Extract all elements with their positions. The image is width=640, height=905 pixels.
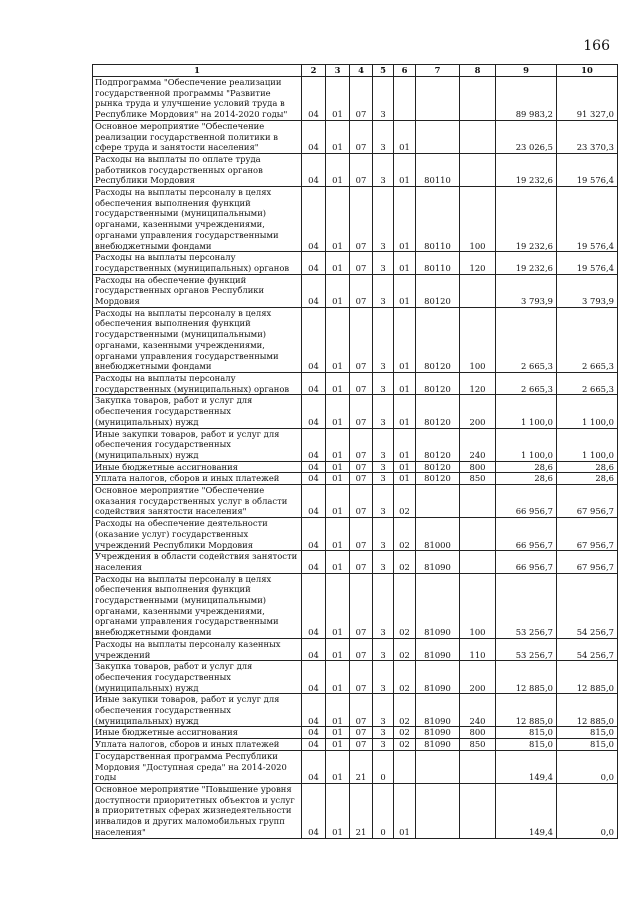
code-col6: 02 <box>394 694 416 727</box>
code-col3: 01 <box>326 485 350 518</box>
code-col8 <box>460 77 496 121</box>
code-col4: 07 <box>350 77 373 121</box>
code-col8: 240 <box>460 694 496 727</box>
amount-col10: 815,0 <box>557 727 618 739</box>
code-col6 <box>394 750 416 783</box>
code-col2: 04 <box>302 428 326 461</box>
code-col2: 04 <box>302 77 326 121</box>
code-col4: 07 <box>350 473 373 485</box>
code-col2: 04 <box>302 307 326 372</box>
amount-col9: 23 026,5 <box>496 120 557 153</box>
row-name: Расходы на выплаты персоналу государственных (муниципальных) органов <box>93 252 302 274</box>
table-row <box>93 485 618 518</box>
code-col7: 81090 <box>416 661 460 694</box>
code-col2: 04 <box>302 518 326 551</box>
code-col2: 04 <box>302 274 326 307</box>
amount-col9: 66 956,7 <box>496 518 557 551</box>
code-col5: 3 <box>373 461 394 473</box>
code-col8 <box>460 784 496 839</box>
code-col5: 3 <box>373 153 394 186</box>
amount-col10: 1 100,0 <box>557 428 618 461</box>
row-name: Основное мероприятие "Обеспечение оказания государственных услуг в области содействия занятости населения" <box>93 485 302 518</box>
code-col4: 07 <box>350 573 373 638</box>
amount-col10: 28,6 <box>557 473 618 485</box>
code-col4: 07 <box>350 395 373 428</box>
code-col4: 07 <box>350 274 373 307</box>
code-col3: 01 <box>326 739 350 751</box>
code-col7 <box>416 485 460 518</box>
amount-col9: 149,4 <box>496 784 557 839</box>
code-col7: 80120 <box>416 274 460 307</box>
amount-col10: 12 885,0 <box>557 694 618 727</box>
code-col8: 120 <box>460 372 496 394</box>
column-header: 10 <box>557 65 618 77</box>
table-row <box>93 395 618 428</box>
code-col5: 3 <box>373 551 394 573</box>
code-col7: 81090 <box>416 573 460 638</box>
code-col2: 04 <box>302 638 326 660</box>
code-col8: 100 <box>460 307 496 372</box>
amount-col9: 12 885,0 <box>496 661 557 694</box>
code-col5: 3 <box>373 307 394 372</box>
table-row <box>93 638 618 660</box>
code-col5: 3 <box>373 739 394 751</box>
code-col5: 3 <box>373 187 394 252</box>
row-name: Расходы на выплаты персоналу в целях обеспечения выполнения функций государственными (муниципальными) органами, казенными учреждениями, органами управления государственными внебюджетными фондами <box>93 187 302 252</box>
code-col8: 800 <box>460 461 496 473</box>
code-col8 <box>460 120 496 153</box>
code-col6: 01 <box>394 274 416 307</box>
code-col4: 07 <box>350 727 373 739</box>
code-col4: 07 <box>350 638 373 660</box>
code-col4: 07 <box>350 485 373 518</box>
code-col3: 01 <box>326 573 350 638</box>
row-name: Иные закупки товаров, работ и услуг для обеспечения государственных (муниципальных) нужд <box>93 428 302 461</box>
column-header: 6 <box>394 65 416 77</box>
code-col5: 3 <box>373 694 394 727</box>
code-col6: 01 <box>394 187 416 252</box>
row-name: Государственная программа Республики Мордовия "Доступная среда" на 2014-2020 годы <box>93 750 302 783</box>
table-row <box>93 784 618 839</box>
amount-col9: 28,6 <box>496 473 557 485</box>
amount-col9: 19 232,6 <box>496 187 557 252</box>
code-col5: 3 <box>373 573 394 638</box>
code-col8 <box>460 750 496 783</box>
code-col5: 3 <box>373 274 394 307</box>
code-col2: 04 <box>302 694 326 727</box>
code-col3: 01 <box>326 461 350 473</box>
code-col3: 01 <box>326 428 350 461</box>
code-col8 <box>460 274 496 307</box>
code-col5: 3 <box>373 727 394 739</box>
column-header: 1 <box>93 65 302 77</box>
code-col2: 04 <box>302 187 326 252</box>
amount-col10: 0,0 <box>557 750 618 783</box>
code-col8 <box>460 551 496 573</box>
code-col5: 3 <box>373 518 394 551</box>
code-col3: 01 <box>326 518 350 551</box>
code-col5: 3 <box>373 395 394 428</box>
code-col8: 200 <box>460 661 496 694</box>
amount-col10: 2 665,3 <box>557 372 618 394</box>
code-col5: 3 <box>373 428 394 461</box>
code-col5: 3 <box>373 638 394 660</box>
amount-col10: 2 665,3 <box>557 307 618 372</box>
code-col3: 01 <box>326 274 350 307</box>
code-col4: 07 <box>350 153 373 186</box>
row-name: Основное мероприятие "Обеспечение реализации государственной политики в сфере труда и занятости населения" <box>93 120 302 153</box>
code-col2: 04 <box>302 551 326 573</box>
amount-col10: 19 576,4 <box>557 252 618 274</box>
row-name: Основное мероприятие "Повышение уровня доступности приоритетных объектов и услуг в приоритетных сферах жизнедеятельности инвалидов и других маломобильных групп населения" <box>93 784 302 839</box>
table-row <box>93 120 618 153</box>
amount-col10: 54 256,7 <box>557 638 618 660</box>
amount-col10: 67 956,7 <box>557 518 618 551</box>
amount-col10: 23 370,3 <box>557 120 618 153</box>
code-col2: 04 <box>302 573 326 638</box>
code-col7 <box>416 750 460 783</box>
table-row <box>93 461 618 473</box>
table-row <box>93 661 618 694</box>
row-name: Иные закупки товаров, работ и услуг для обеспечения государственных (муниципальных) нужд <box>93 694 302 727</box>
code-col3: 01 <box>326 473 350 485</box>
code-col2: 04 <box>302 372 326 394</box>
amount-col9: 149,4 <box>496 750 557 783</box>
code-col6: 02 <box>394 638 416 660</box>
code-col2: 04 <box>302 739 326 751</box>
amount-col9: 2 665,3 <box>496 307 557 372</box>
code-col3: 01 <box>326 395 350 428</box>
code-col2: 04 <box>302 461 326 473</box>
code-col3: 01 <box>326 784 350 839</box>
amount-col9: 1 100,0 <box>496 428 557 461</box>
row-name: Расходы на выплаты персоналу в целях обеспечения выполнения функций государственными (муниципальными) органами, казенными учреждениями, органами управления государственными внебюджетными фондами <box>93 573 302 638</box>
code-col7: 81090 <box>416 694 460 727</box>
code-col3: 01 <box>326 750 350 783</box>
code-col2: 04 <box>302 727 326 739</box>
code-col8 <box>460 485 496 518</box>
code-col7: 80120 <box>416 307 460 372</box>
code-col4: 07 <box>350 518 373 551</box>
table-row <box>93 750 618 783</box>
code-col7: 80110 <box>416 187 460 252</box>
code-col4: 07 <box>350 739 373 751</box>
row-name: Расходы на выплаты персоналу казенных учреждений <box>93 638 302 660</box>
code-col4: 07 <box>350 428 373 461</box>
code-col6: 01 <box>394 784 416 839</box>
amount-col9: 66 956,7 <box>496 551 557 573</box>
amount-col10: 91 327,0 <box>557 77 618 121</box>
code-col2: 04 <box>302 750 326 783</box>
code-col8: 800 <box>460 727 496 739</box>
amount-col10: 67 956,7 <box>557 551 618 573</box>
code-col7 <box>416 784 460 839</box>
column-header: 3 <box>326 65 350 77</box>
table-row <box>93 551 618 573</box>
code-col2: 04 <box>302 395 326 428</box>
amount-col10: 54 256,7 <box>557 573 618 638</box>
row-name: Закупка товаров, работ и услуг для обеспечения государственных (муниципальных) нужд <box>93 395 302 428</box>
code-col3: 01 <box>326 153 350 186</box>
row-name: Расходы на выплаты персоналу в целях обеспечения выполнения функций государственными (муниципальными) органами, казенными учреждениями, органами управления государственными внебюджетными фондами <box>93 307 302 372</box>
amount-col9: 1 100,0 <box>496 395 557 428</box>
code-col8: 120 <box>460 252 496 274</box>
amount-col9: 28,6 <box>496 461 557 473</box>
code-col2: 04 <box>302 661 326 694</box>
code-col2: 04 <box>302 120 326 153</box>
code-col4: 21 <box>350 750 373 783</box>
code-col7: 80120 <box>416 428 460 461</box>
table-row <box>93 252 618 274</box>
code-col8: 100 <box>460 187 496 252</box>
code-col8: 110 <box>460 638 496 660</box>
code-col7: 81000 <box>416 518 460 551</box>
table-row <box>93 727 618 739</box>
code-col7: 81090 <box>416 551 460 573</box>
amount-col9: 12 885,0 <box>496 694 557 727</box>
row-name: Расходы на обеспечение деятельности (оказание услуг) государственных учреждений Республики Мордовия <box>93 518 302 551</box>
amount-col10: 28,6 <box>557 461 618 473</box>
code-col2: 04 <box>302 784 326 839</box>
column-header: 7 <box>416 65 460 77</box>
code-col6: 02 <box>394 551 416 573</box>
code-col4: 07 <box>350 461 373 473</box>
row-name: Закупка товаров, работ и услуг для обеспечения государственных (муниципальных) нужд <box>93 661 302 694</box>
column-header: 5 <box>373 65 394 77</box>
column-header: 9 <box>496 65 557 77</box>
code-col5: 3 <box>373 252 394 274</box>
code-col6: 01 <box>394 252 416 274</box>
code-col2: 04 <box>302 473 326 485</box>
code-col7: 81090 <box>416 727 460 739</box>
amount-col9: 19 232,6 <box>496 252 557 274</box>
code-col5: 3 <box>373 120 394 153</box>
code-col4: 07 <box>350 661 373 694</box>
code-col3: 01 <box>326 120 350 153</box>
code-col8: 100 <box>460 573 496 638</box>
amount-col9: 3 793,9 <box>496 274 557 307</box>
code-col3: 01 <box>326 252 350 274</box>
page-number: 166 <box>583 38 610 54</box>
code-col2: 04 <box>302 153 326 186</box>
code-col6: 02 <box>394 485 416 518</box>
row-name: Уплата налогов, сборов и иных платежей <box>93 739 302 751</box>
code-col5: 0 <box>373 750 394 783</box>
amount-col9: 815,0 <box>496 727 557 739</box>
code-col6: 01 <box>394 120 416 153</box>
code-col5: 3 <box>373 473 394 485</box>
code-col7: 80120 <box>416 473 460 485</box>
table-row <box>93 428 618 461</box>
amount-col10: 815,0 <box>557 739 618 751</box>
amount-col9: 66 956,7 <box>496 485 557 518</box>
amount-col9: 53 256,7 <box>496 573 557 638</box>
row-name: Уплата налогов, сборов и иных платежей <box>93 473 302 485</box>
code-col4: 07 <box>350 694 373 727</box>
header-row <box>93 65 618 77</box>
code-col4: 07 <box>350 307 373 372</box>
code-col7 <box>416 120 460 153</box>
code-col3: 01 <box>326 551 350 573</box>
code-col3: 01 <box>326 77 350 121</box>
code-col3: 01 <box>326 307 350 372</box>
code-col5: 3 <box>373 661 394 694</box>
code-col6: 01 <box>394 307 416 372</box>
row-name: Расходы на выплаты персоналу государственных (муниципальных) органов <box>93 372 302 394</box>
table-row <box>93 372 618 394</box>
code-col2: 04 <box>302 252 326 274</box>
code-col5: 3 <box>373 372 394 394</box>
code-col4: 07 <box>350 120 373 153</box>
code-col3: 01 <box>326 638 350 660</box>
code-col6: 01 <box>394 372 416 394</box>
amount-col10: 12 885,0 <box>557 661 618 694</box>
amount-col9: 53 256,7 <box>496 638 557 660</box>
code-col7 <box>416 77 460 121</box>
code-col3: 01 <box>326 661 350 694</box>
code-col6: 01 <box>394 461 416 473</box>
code-col6 <box>394 77 416 121</box>
code-col3: 01 <box>326 372 350 394</box>
code-col5: 3 <box>373 77 394 121</box>
code-col6: 02 <box>394 661 416 694</box>
code-col3: 01 <box>326 187 350 252</box>
code-col6: 02 <box>394 739 416 751</box>
code-col6: 01 <box>394 428 416 461</box>
code-col6: 02 <box>394 573 416 638</box>
amount-col9: 19 232,6 <box>496 153 557 186</box>
amount-col9: 815,0 <box>496 739 557 751</box>
code-col8: 850 <box>460 473 496 485</box>
amount-col10: 19 576,4 <box>557 187 618 252</box>
code-col8: 200 <box>460 395 496 428</box>
code-col7: 81090 <box>416 739 460 751</box>
amount-col10: 1 100,0 <box>557 395 618 428</box>
table-row <box>93 518 618 551</box>
table-body <box>93 77 618 839</box>
table-row <box>93 573 618 638</box>
row-name: Подпрограмма "Обеспечение реализации государственной программы "Развитие рынка труда и улучшение условий труда в Республике Мордовия" на 2014-2020 годы" <box>93 77 302 121</box>
code-col7: 80110 <box>416 252 460 274</box>
code-col6: 01 <box>394 473 416 485</box>
code-col4: 07 <box>350 372 373 394</box>
code-col6: 01 <box>394 395 416 428</box>
code-col4: 07 <box>350 252 373 274</box>
table-row <box>93 153 618 186</box>
code-col7: 80120 <box>416 395 460 428</box>
column-header: 4 <box>350 65 373 77</box>
row-name: Иные бюджетные ассигнования <box>93 727 302 739</box>
code-col7: 80120 <box>416 372 460 394</box>
code-col4: 07 <box>350 551 373 573</box>
code-col4: 07 <box>350 187 373 252</box>
code-col6: 02 <box>394 727 416 739</box>
row-name: Расходы на выплаты по оплате труда работников государственных органов Республики Мордовия <box>93 153 302 186</box>
code-col7: 81090 <box>416 638 460 660</box>
amount-col10: 3 793,9 <box>557 274 618 307</box>
code-col7: 80110 <box>416 153 460 186</box>
code-col6: 02 <box>394 518 416 551</box>
table-row <box>93 307 618 372</box>
budget-table <box>92 64 618 839</box>
code-col7: 80120 <box>416 461 460 473</box>
amount-col10: 0,0 <box>557 784 618 839</box>
row-name: Расходы на обеспечение функций государственных органов Республики Мордовия <box>93 274 302 307</box>
code-col8 <box>460 518 496 551</box>
amount-col9: 89 983,2 <box>496 77 557 121</box>
code-col8: 850 <box>460 739 496 751</box>
code-col8: 240 <box>460 428 496 461</box>
table-row <box>93 187 618 252</box>
code-col5: 3 <box>373 485 394 518</box>
code-col5: 0 <box>373 784 394 839</box>
table-row <box>93 694 618 727</box>
table-row <box>93 739 618 751</box>
code-col4: 21 <box>350 784 373 839</box>
code-col3: 01 <box>326 727 350 739</box>
table-row <box>93 274 618 307</box>
row-name: Учреждения в области содействия занятости населения <box>93 551 302 573</box>
column-header: 2 <box>302 65 326 77</box>
code-col3: 01 <box>326 694 350 727</box>
amount-col9: 2 665,3 <box>496 372 557 394</box>
table-row <box>93 77 618 121</box>
amount-col10: 19 576,4 <box>557 153 618 186</box>
column-header: 8 <box>460 65 496 77</box>
amount-col10: 67 956,7 <box>557 485 618 518</box>
code-col8 <box>460 153 496 186</box>
code-col6: 01 <box>394 153 416 186</box>
row-name: Иные бюджетные ассигнования <box>93 461 302 473</box>
code-col2: 04 <box>302 485 326 518</box>
table-row <box>93 473 618 485</box>
